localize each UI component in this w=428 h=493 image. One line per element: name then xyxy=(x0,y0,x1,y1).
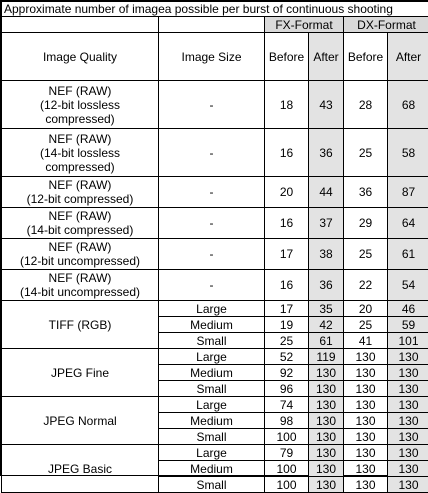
quality-label-line: (12-bit compressed) xyxy=(3,192,157,206)
fx-before-value: 16 xyxy=(265,129,309,177)
dx-after-value: 46 xyxy=(388,301,428,317)
fx-before-value: 100 xyxy=(265,461,309,477)
fx-after-value: 61 xyxy=(309,333,344,349)
dx-before-value: 36 xyxy=(344,177,388,208)
dx-before-value: 130 xyxy=(344,397,388,413)
image-size-cell: - xyxy=(159,239,265,270)
fx-after-value: 42 xyxy=(309,317,344,333)
dx-before-value: 130 xyxy=(344,445,388,461)
image-quality-cell xyxy=(2,270,159,301)
dx-after-header: After xyxy=(388,33,428,81)
dx-before-value: 130 xyxy=(344,461,388,477)
table-row xyxy=(2,208,428,239)
quality-label-line: NEF (RAW) xyxy=(3,209,157,223)
table-row xyxy=(2,349,428,365)
blank-header-cell xyxy=(159,17,265,33)
dx-before-value: 130 xyxy=(344,349,388,365)
dx-after-value: 130 xyxy=(388,349,428,365)
image-quality-cell xyxy=(2,177,159,208)
format-header-row xyxy=(2,17,428,33)
image-quality-cell xyxy=(2,129,159,177)
table-row xyxy=(2,301,428,317)
table-row xyxy=(2,177,428,208)
image-size-header: Image Size xyxy=(159,33,265,81)
fx-before-value: 18 xyxy=(265,81,309,129)
image-quality-cell: JPEG Fine xyxy=(2,349,159,397)
dx-after-value: 130 xyxy=(388,365,428,381)
dx-after-value: 58 xyxy=(388,129,428,177)
image-size-cell: Small xyxy=(159,429,265,445)
image-size-cell: Medium xyxy=(159,461,265,477)
quality-label-line: NEF (RAW) xyxy=(3,132,157,146)
dx-after-value: 68 xyxy=(388,81,428,129)
dx-before-value: 130 xyxy=(344,413,388,429)
fx-after-value: 130 xyxy=(309,477,344,493)
dx-format-header: DX-Format xyxy=(344,17,428,33)
fx-after-value: 130 xyxy=(309,397,344,413)
fx-after-value: 130 xyxy=(309,445,344,461)
image-size-cell: Medium xyxy=(159,413,265,429)
quality-label-line: (12-bit lossless xyxy=(3,98,157,112)
dx-after-value: 61 xyxy=(388,239,428,270)
fx-before-value: 100 xyxy=(265,429,309,445)
image-size-cell: Large xyxy=(159,397,265,413)
dx-before-value: 41 xyxy=(344,333,388,349)
image-size-cell: Small xyxy=(159,333,265,349)
quality-label-line: NEF (RAW) xyxy=(3,271,157,285)
fx-before-value: 16 xyxy=(265,270,309,301)
fx-after-value: 130 xyxy=(309,365,344,381)
fx-after-value: 43 xyxy=(309,81,344,129)
fx-before-value: 92 xyxy=(265,365,309,381)
fx-format-header: FX-Format xyxy=(265,17,344,33)
dx-after-value: 130 xyxy=(388,397,428,413)
image-size-cell: Medium xyxy=(159,365,265,381)
fx-after-value: 130 xyxy=(309,461,344,477)
column-header-row xyxy=(2,33,428,81)
fx-after-value: 36 xyxy=(309,129,344,177)
image-quality-cell xyxy=(2,208,159,239)
image-size-cell: - xyxy=(159,129,265,177)
table-row xyxy=(2,445,428,461)
fx-before-value: 25 xyxy=(265,333,309,349)
image-quality-header: Image Quality xyxy=(2,33,159,81)
fx-after-value: 119 xyxy=(309,349,344,365)
dx-before-value: 25 xyxy=(344,129,388,177)
quality-label-line: (14-bit lossless xyxy=(3,146,157,160)
dx-before-value: 130 xyxy=(344,381,388,397)
image-quality-cell: JPEG Basic xyxy=(2,445,159,493)
blank-header-cell xyxy=(2,17,159,33)
quality-label-line: compressed) xyxy=(3,160,157,174)
dx-before-value: 22 xyxy=(344,270,388,301)
table-row xyxy=(2,397,428,413)
image-quality-cell xyxy=(2,81,159,129)
image-size-cell: Small xyxy=(159,477,265,493)
image-size-cell: - xyxy=(159,177,265,208)
dx-before-value: 28 xyxy=(344,81,388,129)
image-size-cell: Small xyxy=(159,381,265,397)
fx-after-value: 38 xyxy=(309,239,344,270)
dx-before-value: 130 xyxy=(344,365,388,381)
image-size-cell: - xyxy=(159,270,265,301)
fx-before-value: 100 xyxy=(265,477,309,493)
fx-before-value: 17 xyxy=(265,239,309,270)
quality-label-line: NEF (RAW) xyxy=(3,178,157,192)
fx-before-value: 79 xyxy=(265,445,309,461)
dx-after-value: 101 xyxy=(388,333,428,349)
fx-after-value: 130 xyxy=(309,413,344,429)
image-size-cell: Medium xyxy=(159,317,265,333)
dx-after-value: 130 xyxy=(388,413,428,429)
image-size-cell: Large xyxy=(159,349,265,365)
table-row xyxy=(2,270,428,301)
dx-before-header: Before xyxy=(344,33,388,81)
table-caption: Approximate number of imagea possible per burst of continuous shooting xyxy=(2,2,428,17)
fx-after-value: 130 xyxy=(309,429,344,445)
image-quality-cell xyxy=(2,239,159,270)
fx-before-value: 96 xyxy=(265,381,309,397)
fx-before-value: 52 xyxy=(265,349,309,365)
dx-before-value: 130 xyxy=(344,429,388,445)
image-size-cell: Large xyxy=(159,445,265,461)
dx-before-value: 130 xyxy=(344,477,388,493)
fx-before-value: 98 xyxy=(265,413,309,429)
dx-before-value: 29 xyxy=(344,208,388,239)
quality-label-line: NEF (RAW) xyxy=(3,240,157,254)
quality-label-line: compressed) xyxy=(3,112,157,126)
dx-after-value: 130 xyxy=(388,461,428,477)
dx-after-value: 130 xyxy=(388,429,428,445)
quality-label-line: (12-bit uncompressed) xyxy=(3,254,157,268)
fx-after-value: 44 xyxy=(309,177,344,208)
fx-before-value: 19 xyxy=(265,317,309,333)
quality-label-line: NEF (RAW) xyxy=(3,84,157,98)
quality-label-line: (14-bit uncompressed) xyxy=(3,285,157,299)
quality-label-line: (14-bit compressed) xyxy=(3,223,157,237)
image-size-cell: - xyxy=(159,208,265,239)
image-quality-cell: TIFF (RGB) xyxy=(2,301,159,349)
dx-before-value: 25 xyxy=(344,317,388,333)
fx-after-header: After xyxy=(309,33,344,81)
dx-after-value: 64 xyxy=(388,208,428,239)
dx-after-value: 54 xyxy=(388,270,428,301)
fx-before-value: 16 xyxy=(265,208,309,239)
image-size-cell: - xyxy=(159,81,265,129)
fx-before-header: Before xyxy=(265,33,309,81)
dx-after-value: 59 xyxy=(388,317,428,333)
table-row xyxy=(2,129,428,177)
image-size-cell: Large xyxy=(159,301,265,317)
fx-after-value: 36 xyxy=(309,270,344,301)
fx-after-value: 35 xyxy=(309,301,344,317)
dx-before-value: 25 xyxy=(344,239,388,270)
fx-before-value: 74 xyxy=(265,397,309,413)
fx-after-value: 130 xyxy=(309,381,344,397)
dx-after-value: 130 xyxy=(388,477,428,493)
dx-after-value: 130 xyxy=(388,445,428,461)
dx-after-value: 87 xyxy=(388,177,428,208)
fx-before-value: 17 xyxy=(265,301,309,317)
table-row xyxy=(2,239,428,270)
fx-after-value: 37 xyxy=(309,208,344,239)
dx-after-value: 130 xyxy=(388,381,428,397)
image-quality-cell: JPEG Normal xyxy=(2,397,159,445)
caption-row xyxy=(2,2,428,17)
table-row xyxy=(2,81,428,129)
dx-before-value: 20 xyxy=(344,301,388,317)
fx-before-value: 20 xyxy=(265,177,309,208)
burst-capacity-table xyxy=(1,1,428,493)
